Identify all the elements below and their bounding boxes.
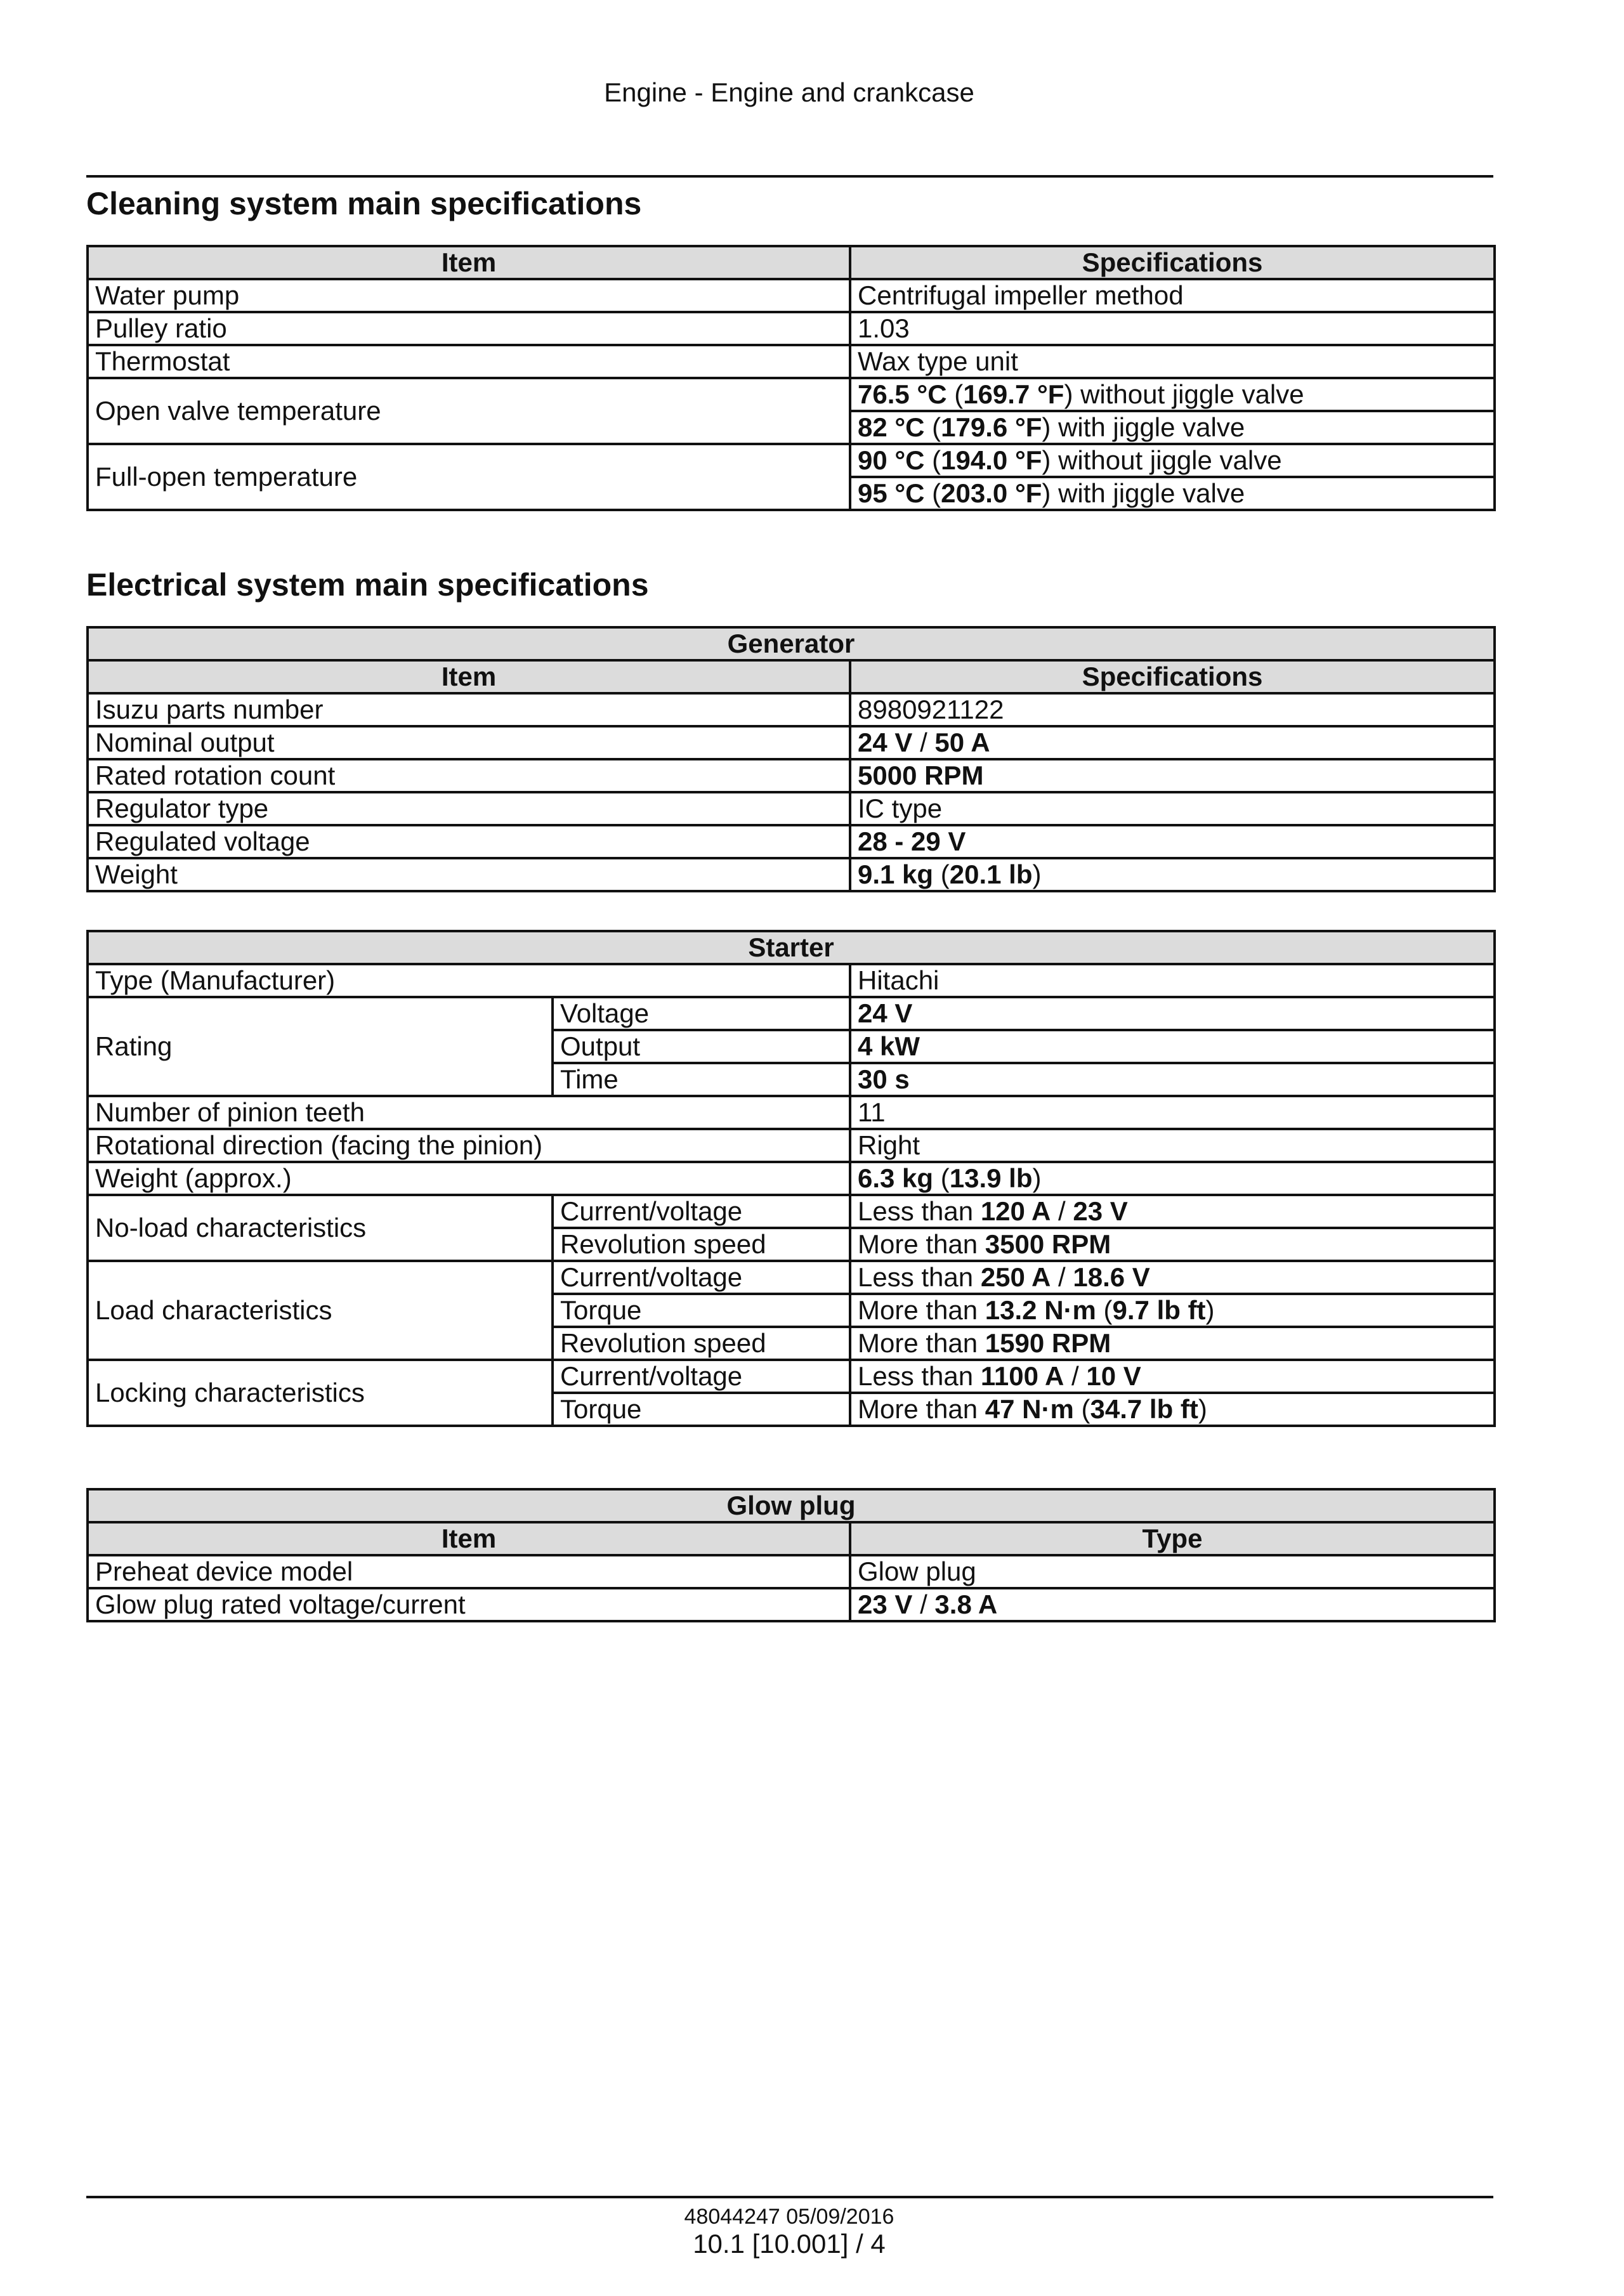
- row-sublabel: Time: [553, 1063, 850, 1096]
- cleaning-spec-table: [86, 245, 1496, 511]
- table-row: [88, 726, 1495, 759]
- table-row: [88, 693, 1495, 726]
- generator-spec-table: [86, 626, 1496, 892]
- row-value: More than 1590 RPM: [850, 1327, 1495, 1360]
- row-value: 30 s: [850, 1063, 1495, 1096]
- row-sublabel: Revolution speed: [553, 1228, 850, 1261]
- starter-spec-table: [86, 930, 1496, 1427]
- row-value: 8980921122: [850, 693, 1495, 726]
- row-value: 9.1 kg (20.1 lb): [850, 858, 1495, 891]
- row-value: Wax type unit: [850, 345, 1495, 378]
- footer-divider: [86, 2196, 1493, 2198]
- row-value: 95 °C (203.0 °F) with jiggle valve: [850, 477, 1495, 510]
- row-label: Regulator type: [88, 792, 850, 825]
- page-header-title: Engine - Engine and crankcase: [604, 77, 974, 107]
- column-header-specifications: Specifications: [850, 660, 1495, 693]
- row-value: Less than 1100 A / 10 V: [850, 1360, 1495, 1393]
- row-value: 4 kW: [850, 1030, 1495, 1063]
- row-value: 76.5 °C (169.7 °F) without jiggle valve: [850, 378, 1495, 411]
- row-value: More than 47 N·m (34.7 lb ft): [850, 1393, 1495, 1426]
- row-label: Rated rotation count: [88, 759, 850, 792]
- table-row: [88, 312, 1495, 345]
- row-value: Less than 250 A / 18.6 V: [850, 1261, 1495, 1294]
- row-label: Rotational direction (facing the pinion): [88, 1129, 850, 1162]
- row-value: 82 °C (179.6 °F) with jiggle valve: [850, 411, 1495, 444]
- table-caption-starter: Starter: [88, 931, 1495, 964]
- row-value: 28 - 29 V: [850, 825, 1495, 858]
- row-label: Number of pinion teeth: [88, 1096, 850, 1129]
- row-value: 5000 RPM: [850, 759, 1495, 792]
- row-label: Nominal output: [88, 726, 850, 759]
- row-label: Preheat device model: [88, 1555, 850, 1588]
- column-header-type: Type: [850, 1522, 1495, 1555]
- row-sublabel: Torque: [553, 1294, 850, 1327]
- column-header-item: Item: [88, 1522, 850, 1555]
- row-label: Isuzu parts number: [88, 693, 850, 726]
- row-label: Glow plug rated voltage/current: [88, 1588, 850, 1621]
- row-value: 90 °C (194.0 °F) without jiggle valve: [850, 444, 1495, 477]
- table-row: [88, 1129, 1495, 1162]
- table-row: [88, 279, 1495, 312]
- section-title-electrical: Electrical system main specifications: [86, 567, 649, 603]
- row-value: Centrifugal impeller method: [850, 279, 1495, 312]
- table-row: [88, 964, 1495, 997]
- row-label: Locking characteristics: [88, 1360, 553, 1426]
- table-row: [88, 1261, 1495, 1294]
- table-row: [88, 345, 1495, 378]
- section-title-cleaning: Cleaning system main specifications: [86, 186, 642, 221]
- footer-document-reference: 48044247 05/09/2016: [684, 2205, 894, 2229]
- row-label: Weight (approx.): [88, 1162, 850, 1195]
- row-value: Glow plug: [850, 1555, 1495, 1588]
- row-sublabel: Current/voltage: [553, 1360, 850, 1393]
- row-label: Load characteristics: [88, 1261, 553, 1360]
- row-value: 11: [850, 1096, 1495, 1129]
- row-label: Open valve temperature: [88, 378, 850, 444]
- glow-plug-spec-table: [86, 1488, 1496, 1622]
- row-value: 24 V / 50 A: [850, 726, 1495, 759]
- table-row: [88, 792, 1495, 825]
- row-sublabel: Output: [553, 1030, 850, 1063]
- table-row: [88, 444, 1495, 477]
- row-label: Water pump: [88, 279, 850, 312]
- row-sublabel: Current/voltage: [553, 1195, 850, 1228]
- row-value: 1.03: [850, 312, 1495, 345]
- table-row: [88, 1195, 1495, 1228]
- table-row: [88, 1162, 1495, 1195]
- table-row: [88, 1555, 1495, 1588]
- row-value: 24 V: [850, 997, 1495, 1030]
- row-value: Hitachi: [850, 964, 1495, 997]
- row-label: Thermostat: [88, 345, 850, 378]
- row-label: No-load characteristics: [88, 1195, 553, 1261]
- table-row: [88, 1588, 1495, 1621]
- row-sublabel: Current/voltage: [553, 1261, 850, 1294]
- table-row: [88, 759, 1495, 792]
- column-header-specifications: Specifications: [850, 246, 1495, 279]
- table-row: [88, 1360, 1495, 1393]
- row-label: Rating: [88, 997, 553, 1096]
- row-sublabel: Voltage: [553, 997, 850, 1030]
- column-header-item: Item: [88, 246, 850, 279]
- table-row: [88, 1096, 1495, 1129]
- table-row: [88, 378, 1495, 411]
- table-row: [88, 825, 1495, 858]
- footer-page-reference: 10.1 [10.001] / 4: [693, 2229, 886, 2259]
- row-value: 23 V / 3.8 A: [850, 1588, 1495, 1621]
- row-sublabel: Torque: [553, 1393, 850, 1426]
- row-value: More than 13.2 N·m (9.7 lb ft): [850, 1294, 1495, 1327]
- column-header-item: Item: [88, 660, 850, 693]
- table-caption-generator: Generator: [88, 627, 1495, 660]
- row-value: Right: [850, 1129, 1495, 1162]
- table-caption-glow-plug: Glow plug: [88, 1489, 1495, 1522]
- row-value: Less than 120 A / 23 V: [850, 1195, 1495, 1228]
- header-divider: [86, 175, 1493, 178]
- row-value: More than 3500 RPM: [850, 1228, 1495, 1261]
- row-value: IC type: [850, 792, 1495, 825]
- table-row: [88, 858, 1495, 891]
- row-label: Pulley ratio: [88, 312, 850, 345]
- row-label: Type (Manufacturer): [88, 964, 850, 997]
- row-value: 6.3 kg (13.9 lb): [850, 1162, 1495, 1195]
- table-row: [88, 997, 1495, 1030]
- row-label: Regulated voltage: [88, 825, 850, 858]
- row-label: Weight: [88, 858, 850, 891]
- row-sublabel: Revolution speed: [553, 1327, 850, 1360]
- row-label: Full-open temperature: [88, 444, 850, 510]
